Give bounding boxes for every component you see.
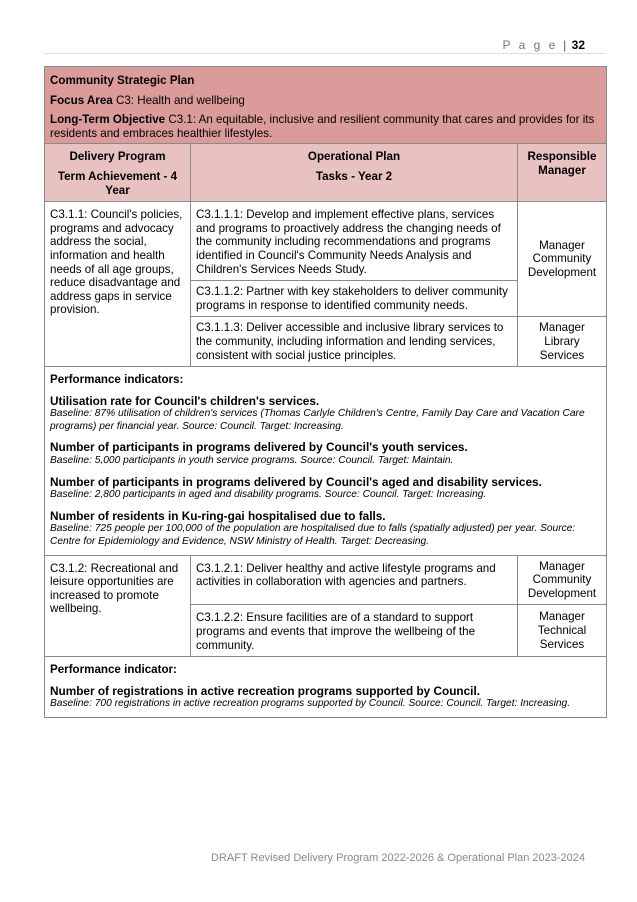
indicator [50,685,601,711]
focus-value: C3: Health and wellbeing [115,93,245,107]
manager-cell: Manager Technical Services [518,605,607,657]
focus-area [50,94,601,108]
indicator-name: Utilisation rate for Council's children's services. [50,393,320,408]
objective-value: C3.1: An equitable, inclusive and resilient community that cares and provides for its residents and embraces healthier lifestyles. [50,113,595,140]
indicator-baseline: Baseline: 87% utilisation of children's services (Thomas Carlyle Children's Centre, Family Day Care and Vacation Care programs) per financial year. Source: Council. Target: Increasing. [50,408,585,432]
indicator [50,395,601,434]
manager-cell: Manager Community Development [518,202,607,317]
table-row [45,555,607,605]
indicator-baseline: Baseline: 725 people per 100,000 of the population are hospitalised due to falls (spatially adjusted) per year. Source: Centre for Epidemiology and Evidence, NSW Ministry of Health. Target: Decreasing. [50,523,576,548]
term-achievement-cell: C3.1.1: Council's policies, programs and advocacy address the social, information and health needs of all age groups, reduce disadvantage and address gaps in service provision. [45,202,191,367]
task-cell: C3.1.1.1: Develop and implement effective plans, services and programs to proactively address the changing needs of the community including recommendations and programs identified in Council's Community Needs Analysis and Children's Services Needs Study. [191,202,518,281]
indicator-name: Number of registrations in active recreation programs supported by Council. [50,683,481,698]
long-term-objective [50,113,601,140]
indicator-baseline: Baseline: 700 registrations in active recreation programs supported by Council. Source: Council. Target: Increasing. [50,698,571,710]
page-separator: | [563,38,567,52]
term-achievement-cell: C3.1.2: Recreational and leisure opportunities are increased to promote wellbeing. [45,555,191,657]
term-achievement-heading: Term Achievement - 4 Year [57,169,178,197]
task-cell: C3.1.2.1: Deliver healthy and active lifestyle programs and activities in collaboration with agencies and partners. [191,555,518,605]
indicator-name: Number of residents in Ku-ring-gai hospitalised due to falls. [50,508,386,523]
indicator-name: Number of participants in programs delivered by Council's youth services. [50,440,468,455]
delivery-program-heading: Delivery Program [69,150,166,164]
task-cell: C3.1.1.3: Deliver accessible and inclusive library services to the community, including information and lending services, consistent with social justice principles. [191,317,518,367]
table-row [45,202,607,281]
document-footer: DRAFT Revised Delivery Program 2022-2026 & Operational Plan 2023-2024 [211,852,585,864]
indicator [50,441,601,467]
tasks-heading: Tasks - Year 2 [315,169,393,183]
column-header-row [45,144,607,202]
manager-cell: Manager Library Services [518,317,607,367]
focus-label: Focus Area [50,93,113,107]
strategic-header [45,67,607,144]
responsible-manager-heading: Responsible Manager [518,144,607,202]
page-number-value: 32 [571,38,585,52]
indicator-name: Number of participants in programs delivered by Council's aged and disability services. [50,474,542,489]
indicator-baseline: Baseline: 5,000 participants in youth service programs. Source: Council. Target: Maintain. [50,455,454,467]
performance-title: Performance indicators: [50,373,184,387]
indicator-baseline: Baseline: 2,800 participants in aged and disability programs. Source: Council. Target: Increasing. [50,489,487,501]
operational-plan-heading: Operational Plan [307,150,401,164]
task-cell: C3.1.1.2: Partner with key stakeholders to deliver community programs in response to identified community needs. [191,281,518,317]
task-cell: C3.1.2.2: Ensure facilities are of a standard to support programs and events that improve the wellbeing of the community. [191,605,518,657]
performance-indicators-row [45,367,607,556]
page-number [503,38,585,52]
page-label: P a g e [502,38,558,52]
plan-label: Community Strategic Plan [50,74,195,87]
manager-cell: Manager Community Development [518,555,607,605]
indicator [50,476,601,502]
header-rule [44,53,606,54]
performance-title: Performance indicator: [50,663,177,677]
plan-table [44,66,607,718]
performance-indicators-row [45,657,607,718]
objective-label: Long-Term Objective [50,113,166,127]
indicator [50,510,601,549]
